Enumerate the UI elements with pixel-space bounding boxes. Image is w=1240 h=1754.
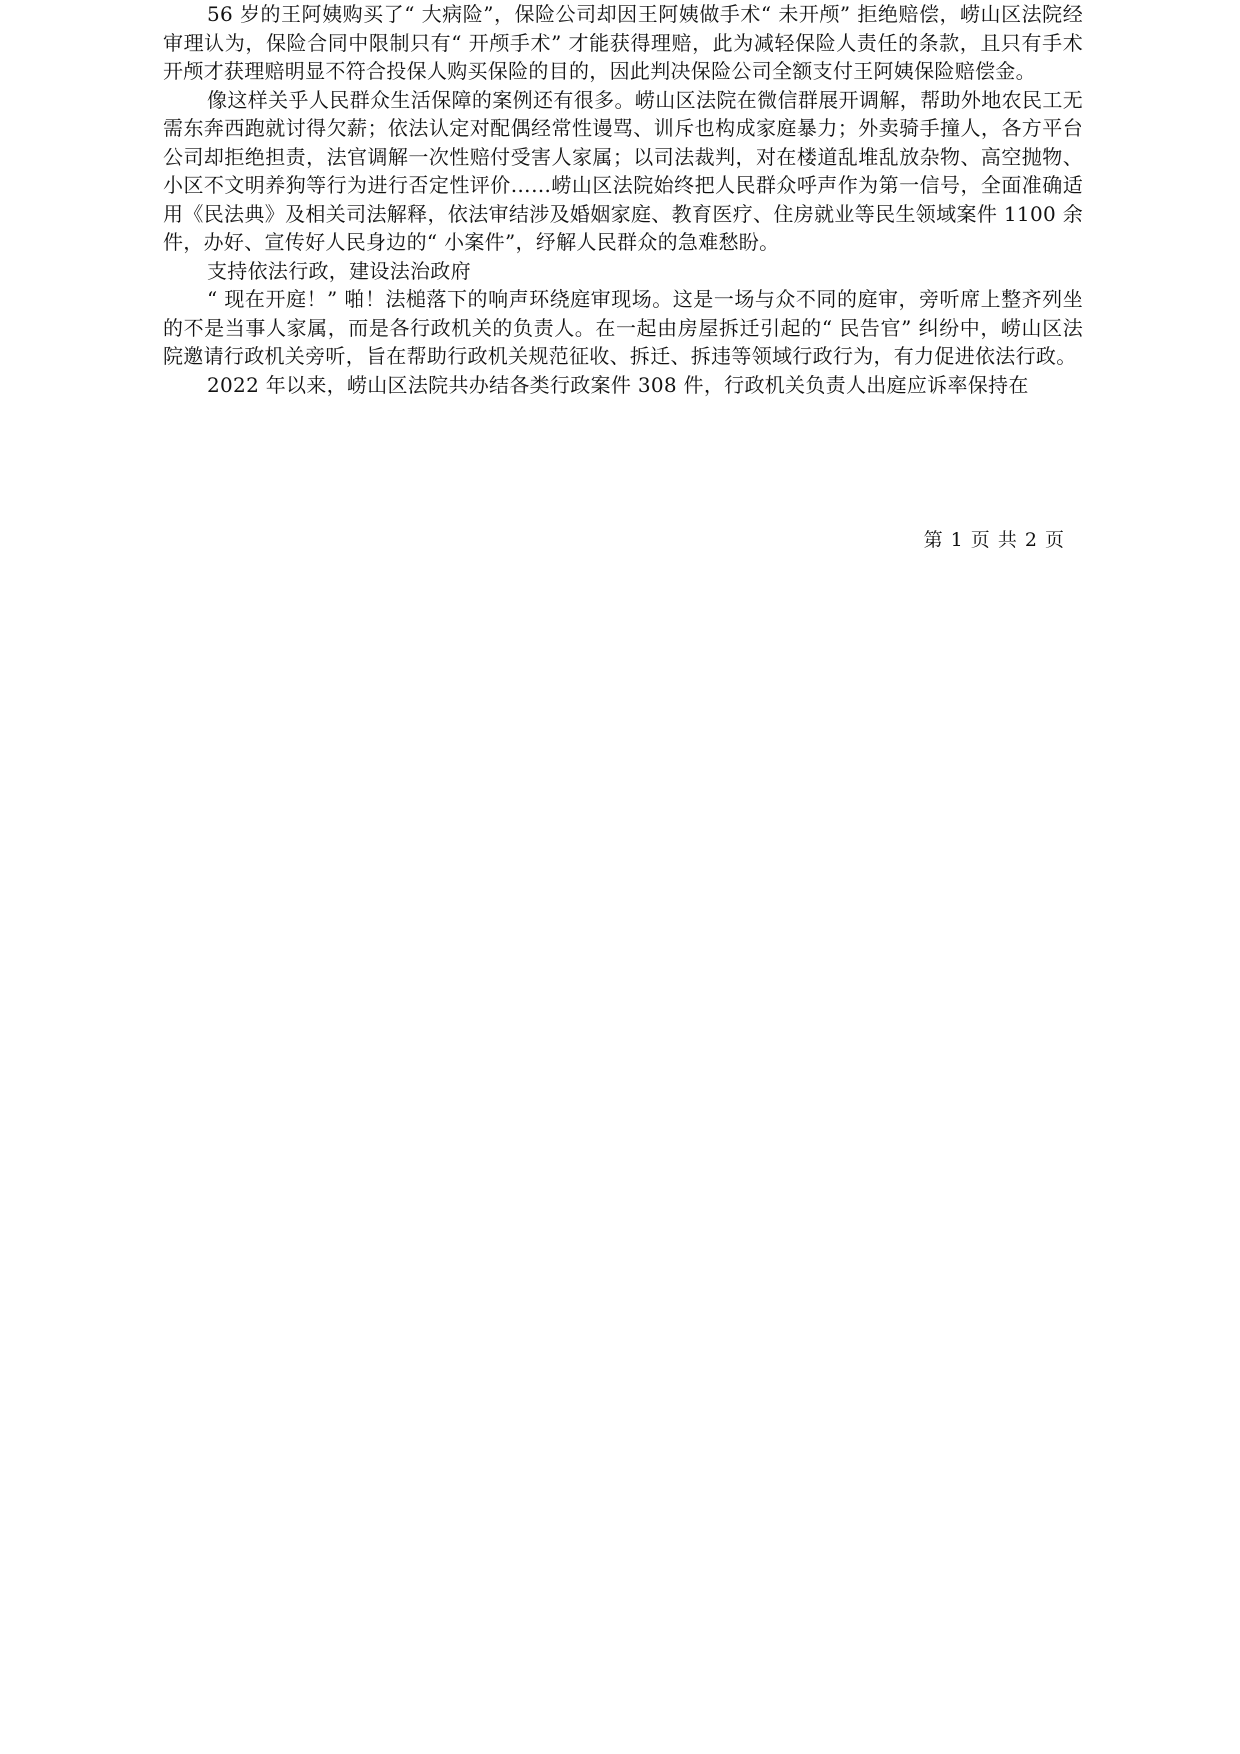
section-heading: 支持依法行政，建设法治政府 (207, 258, 471, 283)
paragraph-administrative-cases: 2022 年以来，崂山区法院共办结各类行政案件 308 件，行政机关负责人出庭应诉率保持在 (207, 372, 1029, 397)
paragraph-insurance-case: 56 岁的王阿姨购买了“ 大病险”，保险公司却因王阿姨做手术“ 未开颅” 拒绝赔偿，崂山区法院经审理认为，保险合同中限制只有“ 开颅手术” 才能获得理赔，此为减轻保险人责任的条款，且只有手术开颅才获理赔明显不符合投保人购买保险的目的，因此判决保险公司全额支付王阿姨保险赔偿金。 (163, 2, 1083, 83)
paragraph-livelihood-cases: 像这样关乎人民群众生活保障的案例还有很多。崂山区法院在微信群展开调解，帮助外地农民工无需东奔西跑就讨得欠薪；依法认定对配偶经常性谩骂、训斥也构成家庭暴力；外卖骑手撞人，各方平台公司却拒绝担责，法官调解一次性赔付受害人家属；以司法裁判，对在楼道乱堆乱放杂物、高空抛物、小区不文明养狗等行为进行否定性评价……崂山区法院始终把人民群众呼声作为第一信号，全面准确适用《民法典》及相关司法解释，依法审结涉及婚姻家庭、教育医疗、住房就业等民生领域案件 1100 余件，办好、宣传好人民身边的“ 小案件”，纾解人民群众的急难愁盼。 (163, 87, 1083, 254)
document-body (163, 0, 1083, 399)
paragraph-court-session: “ 现在开庭！” 啪！法槌落下的响声环绕庭审现场。这是一场与众不同的庭审，旁听席上整齐列坐的不是当事人家属，而是各行政机关的负责人。在一起由房屋拆迁引起的“ 民告官” 纠纷中，崂山区法院邀请行政机关旁听，旨在帮助行政机关规范征收、拆迁、拆违等领域行政行为，有力促进依法行政。 (163, 287, 1083, 368)
page-number: 第 1 页 共 2 页 (923, 529, 1065, 551)
